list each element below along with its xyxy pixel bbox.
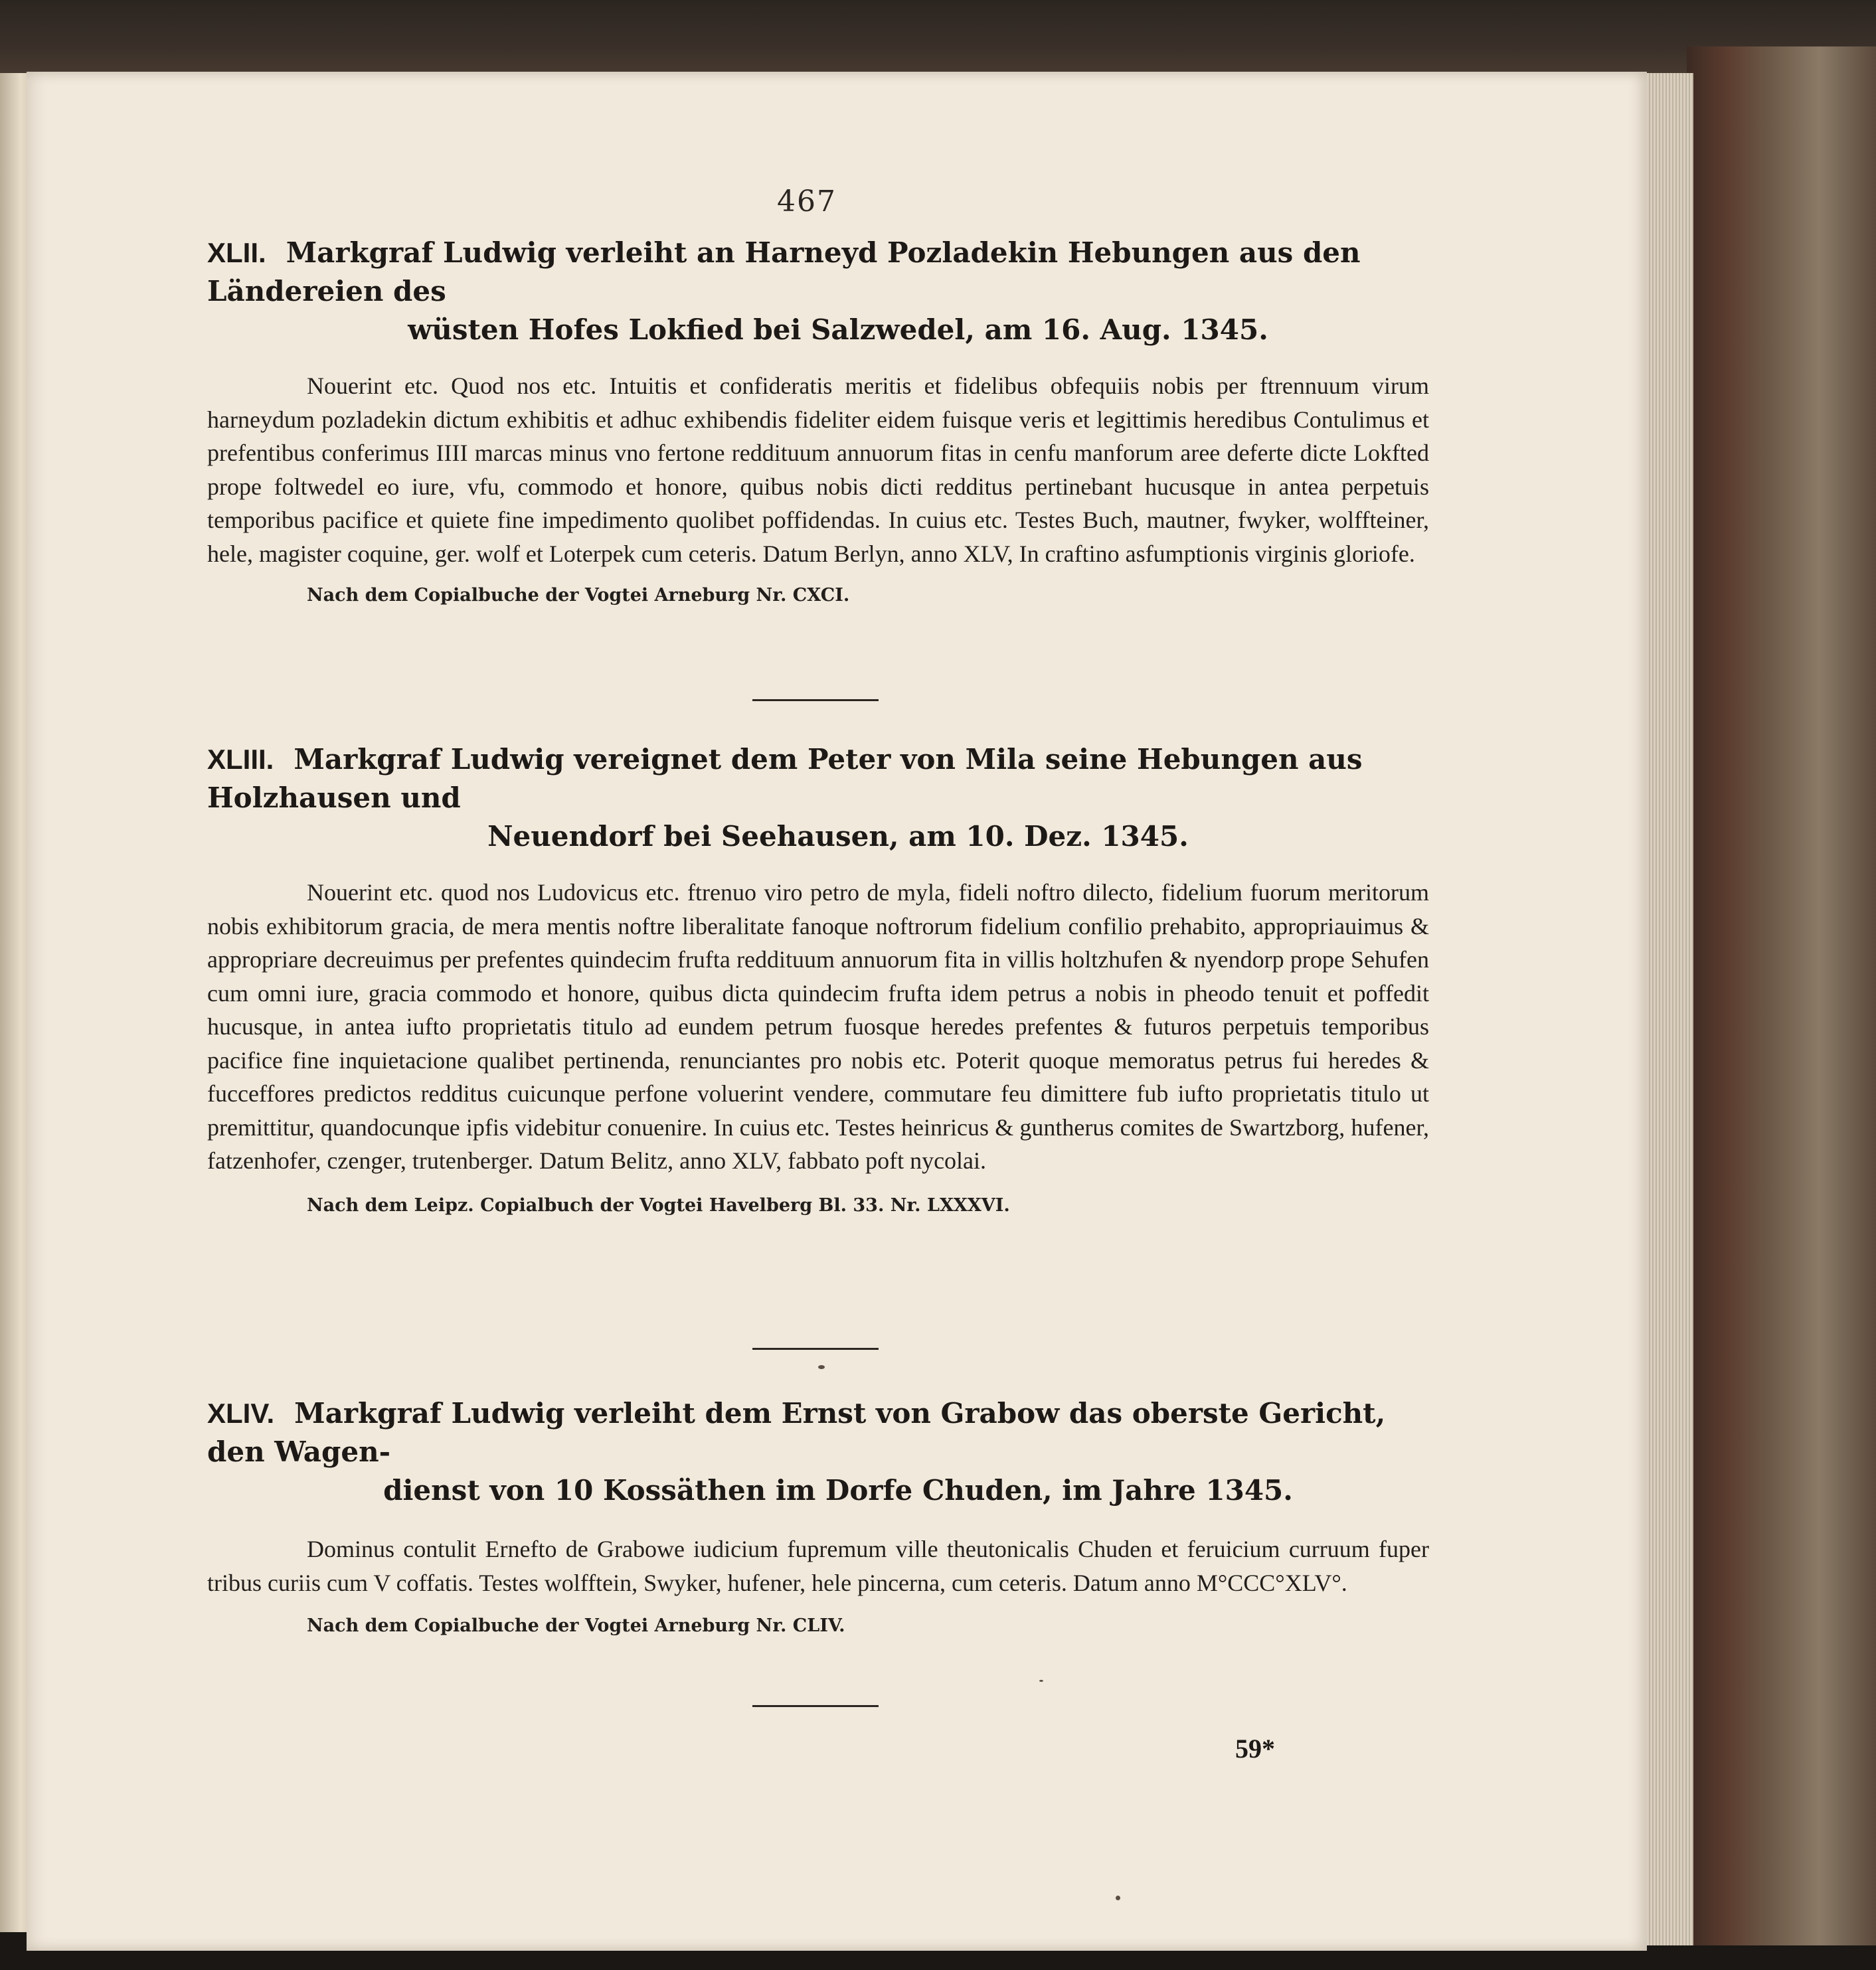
charter-xlii [207, 234, 1429, 606]
charter-title-line1: Markgraf Ludwig vereignet dem Peter von Mila seine Hebungen aus Holzhausen und [207, 743, 1363, 814]
page-number: 467 [777, 185, 837, 218]
charter-heading [207, 740, 1429, 856]
charter-xliv [207, 1394, 1429, 1636]
charter-body [207, 876, 1429, 1178]
section-divider [752, 1705, 879, 1707]
charter-numeral: XLIV. [207, 1398, 275, 1429]
section-divider [752, 1348, 879, 1350]
charter-title-line1: Markgraf Ludwig verleiht an Harneyd Pozladekin Hebungen aus den Ländereien des [207, 236, 1361, 307]
charter-source: Nach dem Leipz. Copialbuch der Vogtei Havelberg Bl. 33. Nr. LXXXVI. [307, 1194, 1010, 1216]
paper-speck [818, 1365, 825, 1369]
book-cover-right [1687, 46, 1876, 1945]
charter-title-line2: Neuendorf bei Seehausen, am 10. Dez. 1345. [487, 820, 1189, 853]
signature-mark: 59* [1235, 1734, 1275, 1764]
charter-heading [207, 234, 1429, 349]
charter-text: Nouerint etc. quod nos Ludovicus etc. ftrenuo viro petro de myla, fideli noftro dilecto, fidelium fuorum meritorum nobis exhibitorum gracia, de mera mentis noftre liberalitate fanoque noftrorum fidelium confilio prehabito, appropriauimus & appropriare decreuimus per prefentes quindecim frufta reddituum annuorum fita in villis holtzhufen & nyendorp prope Sehufen cum omni iure, gracia commodo et honore, quibus dicta quindecim frufta idem petrus a nobis in pheodo tenuit et poffedit hucusque, in antea iufto proprietatis titulo ad eundem petrum fuosque heredes prefentes & futuros perpetuis temporibus pacifice fine inquietacione qualibet pertinenda, renunciantes pro nobis etc. Poterit quoque memoratus petrus fui heredes & fucceffores predictos redditus cuicunque perfone voluerint vendere, commutare feu dimittere fub iufto proprietatis titulo ut premittitur, quandocunque ipfis videbitur conuenire. In cuius etc. Testes heinricus & guntherus comites de Swartzborg, hufener, fatzenhofer, czenger, trutenberger. Datum Belitz, anno XLV, fabbato poft nycolai. [207, 879, 1429, 1174]
charter-xliii [207, 740, 1429, 1216]
charter-heading [207, 1394, 1429, 1510]
paper-speck [1116, 1896, 1120, 1900]
charter-body [207, 1532, 1429, 1600]
charter-title-line2: dienst von 10 Kossäthen im Dorfe Chuden, im Jahre 1345. [383, 1474, 1293, 1507]
paper-speck [1039, 1680, 1043, 1682]
charter-numeral: XLII. [207, 237, 266, 268]
page-stack-edge [1640, 73, 1693, 1945]
charter-source: Nach dem Copialbuche der Vogtei Arneburg Nr. CLIV. [307, 1615, 845, 1636]
charter-body [207, 369, 1429, 570]
book-cover-top [0, 0, 1876, 80]
section-divider [752, 699, 879, 701]
charter-title-line1: Markgraf Ludwig verleiht dem Ernst von Grabow das oberste Gericht, den Wagen- [207, 1397, 1386, 1468]
charter-numeral: XLIII. [207, 744, 274, 775]
charter-text: Dominus contulit Ernefto de Grabowe iudicium fupremum ville theutonicalis Chuden et feruicium curruum fuper tribus curiis cum V coffatis. Testes wolfftein, Swyker, hufener, hele pincerna, cum ceteris. Datum anno M°CCC°XLV°. [207, 1536, 1429, 1596]
charter-text: Nouerint etc. Quod nos etc. Intuitis et confideratis meritis et fidelibus obfequiis nobis per ftrennuum virum harneydum pozladekin dictum exhibitis et adhuc exhibendis fideliter eidem fuisque veris et legittimis heredibus Contulimus et prefentibus conferimus IIII marcas minus vno fertone reddituum annuorum fitas in cenfu manforum aree deferte dicte Lokfted prope foltwedel eo iure, vfu, commodo et honore, quibus nobis dicti redditus pertinebant hucusque in antea perpetuis temporibus pacifice et quiete fine impedimento quolibet poffidendas. In cuius etc. Testes Buch, mautner, fwyker, wolffteiner, hele, magister coquine, ger. wolf et Loterpek cum ceteris. Datum Berlyn, anno XLV, In craftino asfumptionis virginis gloriofe. [207, 372, 1429, 567]
charter-source: Nach dem Copialbuche der Vogtei Arneburg Nr. CXCI. [307, 585, 850, 606]
charter-title-line2: wüsten Hofes Lokfied bei Salzwedel, am 16. Aug. 1345. [408, 313, 1268, 346]
facing-page-edge [0, 73, 30, 1932]
